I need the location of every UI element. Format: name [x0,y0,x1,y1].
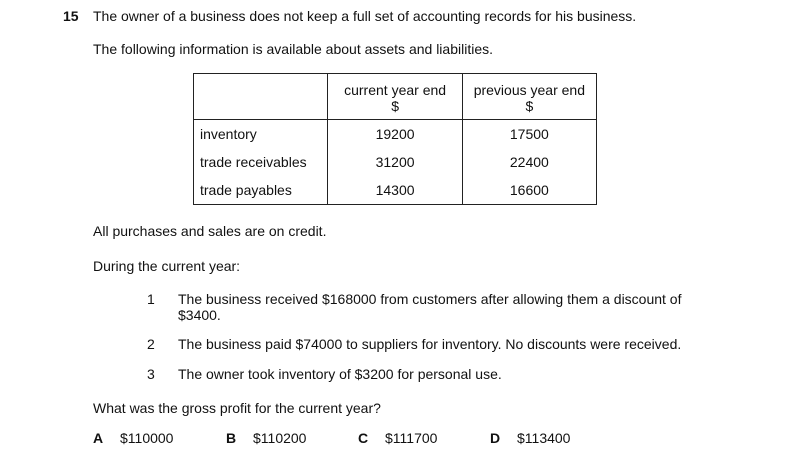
question-prompt: What was the gross profit for the current year? [93,400,381,416]
option-d-value[interactable]: $113400 [517,430,571,446]
header-previous-year-label: previous year end [473,82,585,98]
cell-previous: 22400 [462,148,596,176]
row-label: inventory [194,120,328,149]
question-text: The owner of a business does not keep a full set of accounting records for his business. [93,8,637,24]
header-previous-year [462,74,596,120]
item-text: The business paid $74000 to suppliers for inventory. No discounts were received. [178,336,682,352]
item-text: The business received $168000 from customers after allowing them a discount of [178,291,682,307]
option-a-letter: A [93,430,104,446]
item-number: 3 [147,366,155,382]
cell-current: 31200 [328,148,462,176]
option-c-letter: C [358,430,369,446]
cell-previous: 17500 [462,120,596,149]
cell-previous: 16600 [462,176,596,205]
item-text: The owner took inventory of $3200 for personal use. [178,366,502,382]
header-current-year [328,74,462,120]
item-number: 2 [147,336,155,352]
header-current-year-label: current year end [344,82,447,98]
assets-liabilities-table [193,73,597,205]
table-row [194,120,597,149]
table-row [194,176,597,205]
question-intro: The following information is available about assets and liabilities. [93,41,493,57]
table-header-row [194,74,597,120]
option-b-value[interactable]: $110200 [253,430,307,446]
option-b-letter: B [226,430,237,446]
option-a-value[interactable]: $110000 [120,430,174,446]
row-label: trade payables [194,176,328,205]
credit-statement: All purchases and sales are on credit. [93,223,327,239]
header-current-year-unit: $ [391,98,399,114]
cell-current: 19200 [328,120,462,149]
option-d-letter: D [490,430,501,446]
during-statement: During the current year: [93,258,241,274]
row-label: trade receivables [194,148,328,176]
table-header-blank [194,74,328,120]
header-previous-year-unit: $ [525,98,534,114]
table-row [194,148,597,176]
item-number: 1 [147,291,155,307]
item-text-continued: $3400. [178,307,221,323]
question-number: 15 [63,8,79,24]
option-c-value[interactable]: $111700 [385,430,438,446]
cell-current: 14300 [328,176,462,205]
